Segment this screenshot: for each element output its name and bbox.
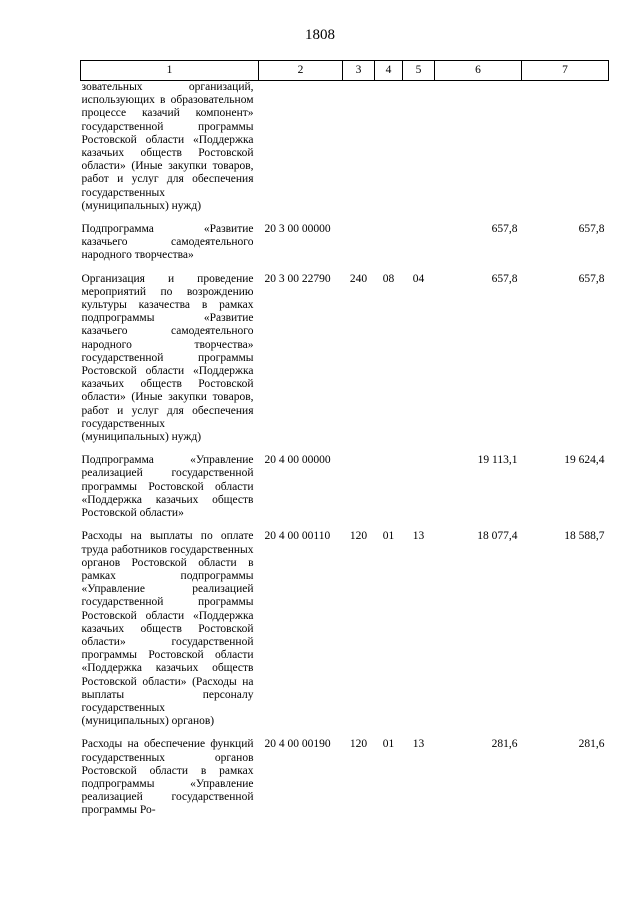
target-article-code: 20 4 00 00000 <box>264 454 331 467</box>
target-article-code: 20 3 00 00000 <box>264 223 331 236</box>
target-article-code: 20 4 00 00190 <box>264 738 331 751</box>
amount-first-year <box>435 81 522 224</box>
amount-second-year: 657,8 <box>578 272 605 285</box>
section-code: 01 <box>382 738 395 751</box>
row-name: зовательных организаций, использующих в образовательном процессе казачий компонент» государственной программы Ростовской области «Поддержка казачьих обществ Ростовской области» (Иные закупки товаров, работ и услуг для обеспечения государственных (муниципальных) нужд) <box>81 81 254 212</box>
budget-table <box>80 60 609 818</box>
column-header-3: 3 <box>343 61 375 81</box>
amount-first-year: 19 113,1 <box>477 454 518 467</box>
row-name: Расходы на обеспечение функций государственных органов Ростовской области в рамках подпрограммы «Управление реализацией государственной программы Ро- <box>81 738 254 817</box>
expense-type-code <box>343 454 375 530</box>
target-article-code: 20 4 00 00110 <box>264 530 331 543</box>
section-code <box>375 81 403 224</box>
subsection-code: 13 <box>412 530 425 543</box>
expense-type-code: 120 <box>349 530 368 543</box>
column-header-5: 5 <box>403 61 435 81</box>
table-row <box>81 223 609 273</box>
table-row <box>81 454 609 530</box>
column-header-4: 4 <box>375 61 403 81</box>
subsection-code <box>403 223 435 273</box>
amount-first-year: 657,8 <box>491 223 518 236</box>
amount-second-year: 19 624,4 <box>564 454 605 467</box>
subsection-code <box>403 454 435 530</box>
expense-type-code: 120 <box>349 738 368 751</box>
amount-second-year <box>522 81 609 224</box>
table-row <box>81 738 609 817</box>
expense-type-code <box>343 223 375 273</box>
section-code <box>375 223 403 273</box>
amount-first-year: 657,8 <box>491 272 518 285</box>
target-article-code <box>259 81 343 224</box>
amount-second-year: 281,6 <box>578 738 605 751</box>
table-row <box>81 530 609 738</box>
column-header-6: 6 <box>435 61 522 81</box>
section-code: 08 <box>382 272 395 285</box>
amount-second-year: 18 588,7 <box>564 530 605 543</box>
subsection-code: 04 <box>412 272 425 285</box>
page-number: 1808 <box>305 27 335 43</box>
column-header-2: 2 <box>259 61 343 81</box>
amount-second-year: 657,8 <box>578 223 605 236</box>
section-code <box>375 454 403 530</box>
amount-first-year: 281,6 <box>491 738 518 751</box>
column-header-1: 1 <box>81 61 259 81</box>
table-row <box>81 273 609 455</box>
expense-type-code: 240 <box>349 272 368 285</box>
section-code: 01 <box>382 530 395 543</box>
target-article-code: 20 3 00 22790 <box>264 272 331 285</box>
column-number-header-row <box>81 61 609 81</box>
table-row <box>81 81 609 224</box>
subsection-code: 13 <box>412 738 425 751</box>
expense-type-code <box>343 81 375 224</box>
row-name: Подпрограмма «Управление реализацией государственной программы Ростовской области «Поддержка казачьих обществ Ростовской области» <box>81 454 254 520</box>
amount-first-year: 18 077,4 <box>477 530 518 543</box>
row-name: Расходы на выплаты по оплате труда работников государственных органов Ростовской области в рамках подпрограммы «Управление реализацией государственной программы Ростовской области «Поддержка казачьих обществ Ростовской области» государственной программы Ростовской области «Поддержка казачьих обществ Ростовской области» (Расходы на выплаты персоналу государственных (муниципальных) органов) <box>81 530 254 728</box>
column-header-7: 7 <box>522 61 609 81</box>
subsection-code <box>403 81 435 224</box>
row-name: Подпрограмма «Развитие казачьего самодеятельного народного творчества» <box>81 223 254 262</box>
row-name: Организация и проведение мероприятий по возрождению культуры казачества в рамках подпрограммы «Развитие казачьего самодеятельного народного творчества» государственной программы Ростовской области «Поддержка казачьих обществ Ростовской области» (Иные закупки товаров, работ и услуг для обеспечения государственных (муниципальных) нужд) <box>81 272 254 444</box>
